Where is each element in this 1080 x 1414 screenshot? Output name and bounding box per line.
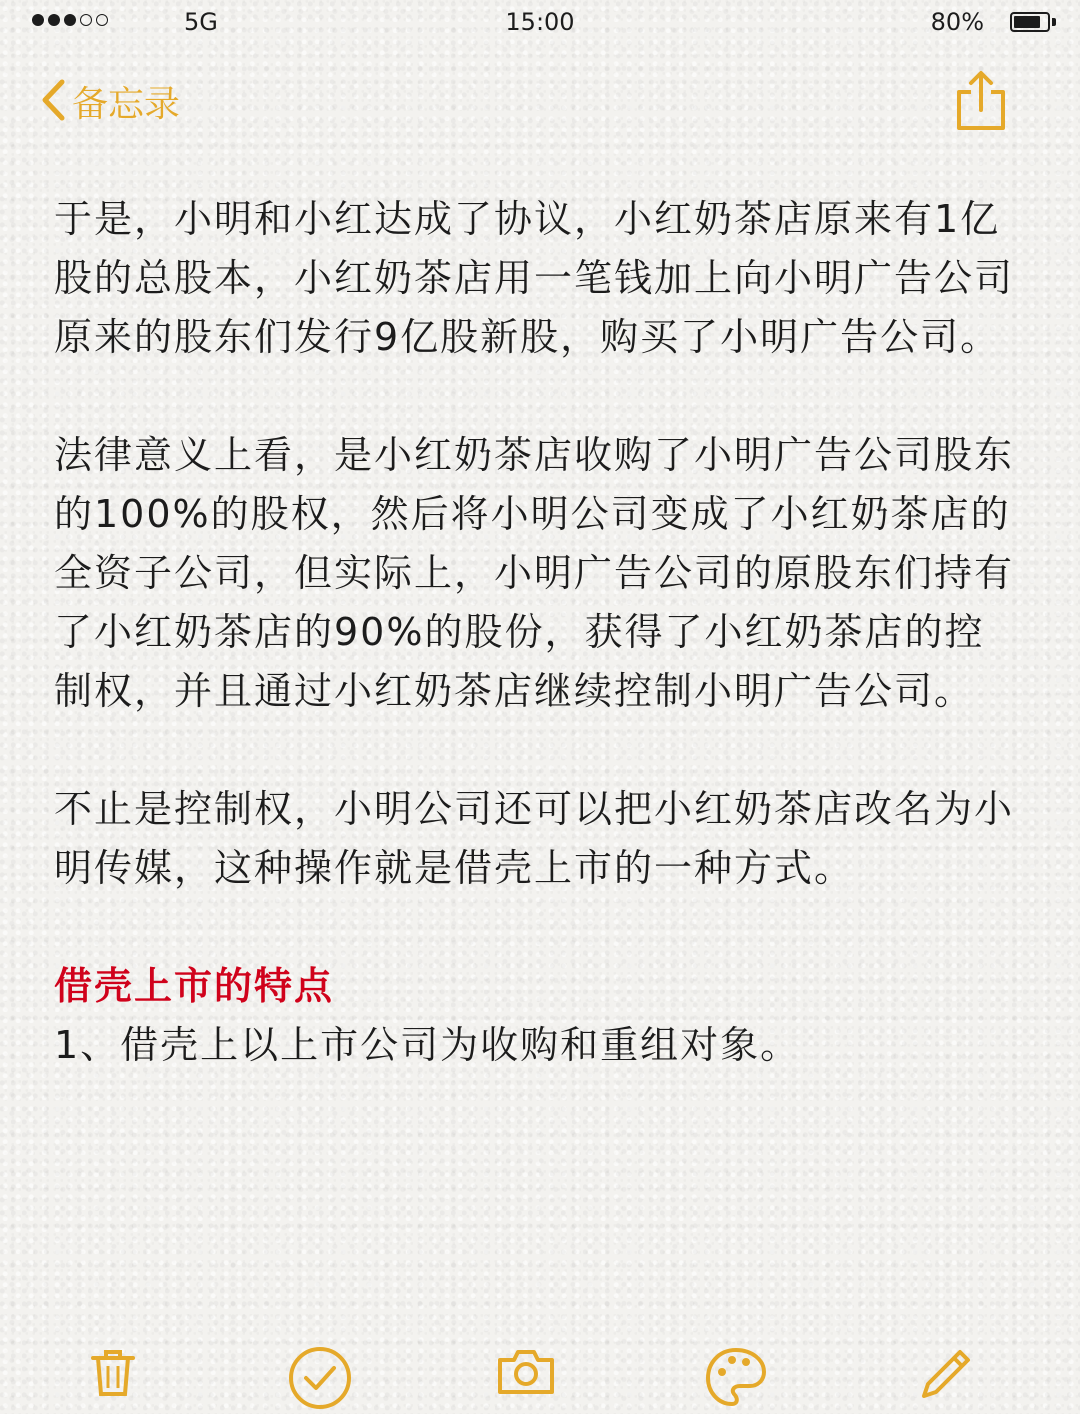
battery-nub [1052,18,1056,26]
network-type: 5G [184,8,218,36]
markup-button[interactable] [704,1346,768,1414]
chevron-left-icon [40,78,66,126]
battery-icon [1010,12,1050,32]
share-icon [954,117,1008,136]
checklist-icon [288,1395,352,1414]
back-label: 备忘录 [72,84,181,125]
bottom-toolbar [0,1340,1080,1400]
back-button[interactable] [40,76,180,127]
camera-icon [496,1381,556,1400]
note-paragraph: 法律意义上看，是小红奶茶店收购了小明广告公司股东的100%的股权，然后将小明公司变成了小红奶茶店的全资子公司，但实际上，小明广告公司的原股东们持有了小红奶茶店的90%的股份，获得了小红奶茶店的控制权，并且通过小红奶茶店继续控制小明广告公司。 [54,433,1015,713]
note-paragraph: 不止是控制权，小明公司还可以把小红奶茶店改名为小明传媒，这种操作就是借壳上市的一种方式。 [54,787,1015,890]
note-heading: 借壳上市的特点 [54,964,335,1008]
camera-button[interactable] [496,1346,556,1400]
checklist-button[interactable] [288,1346,352,1414]
palette-icon [704,1395,768,1414]
status-bar [0,0,1080,44]
pen-icon [916,1387,972,1406]
clock: 15:00 [505,8,575,36]
note-body[interactable] [54,190,1014,1075]
compose-button[interactable] [916,1346,972,1406]
navigation-bar [0,70,1080,130]
delete-button[interactable] [88,1346,138,1400]
battery-percent: 80% [930,8,984,36]
share-button[interactable] [954,70,1008,136]
note-paragraph: 于是，小明和小红达成了协议，小红奶茶店原来有1亿股的总股本，小红奶茶店用一笔钱加上向小明广告公司原来的股东们发行9亿股新股，购买了小明广告公司。 [54,197,1015,359]
trash-icon [88,1381,138,1400]
battery-level [1014,16,1040,28]
note-list-item: 1、借壳上以上市公司为收购和重组对象。 [54,1023,801,1067]
